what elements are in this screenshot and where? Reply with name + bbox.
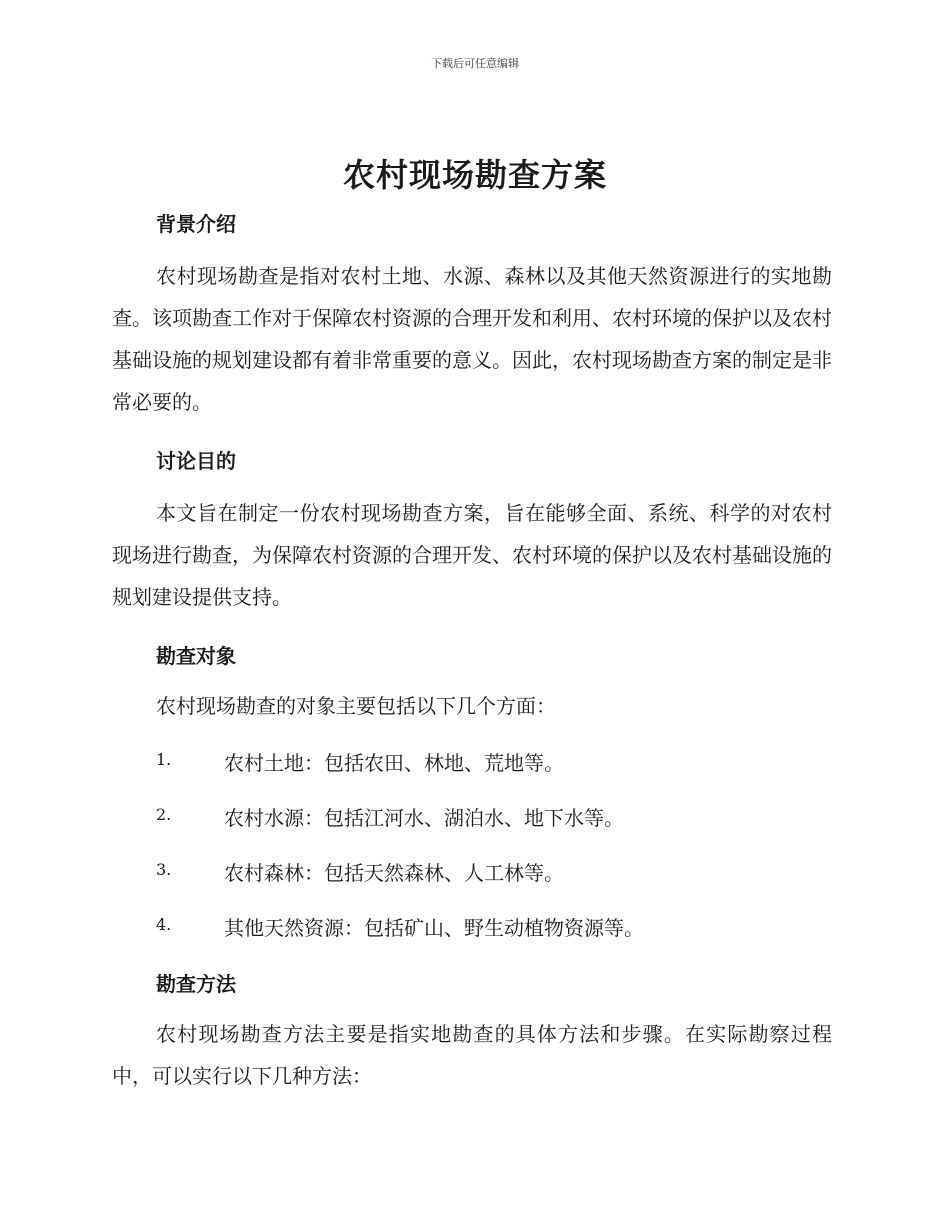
- page-header-note: 下载后可任意编辑: [431, 57, 519, 70]
- document-title: 农村现场勘查方案: [342, 156, 607, 194]
- section-paragraph-purpose: 本文旨在制定一份农村现场勘查方案，旨在能够全面、系统、科学的对农村现场进行勘查，为保障农村资源的合理开发、农村环境的保护以及农村基础设施的规划建设提供支持。: [112, 501, 832, 609]
- list-item-number: 2.: [156, 805, 172, 824]
- section-heading-background: 背景介绍: [156, 212, 236, 236]
- section-heading-methods: 勘查方法: [156, 972, 236, 996]
- list-item-text: 农村森林：包括天然森林、人工林等。: [224, 861, 564, 885]
- list-item-text: 其他天然资源：包括矿山、野生动植物资源等。: [224, 916, 644, 940]
- list-item-number: 4.: [156, 915, 172, 934]
- list-item-number: 1.: [156, 750, 172, 769]
- section-paragraph-methods: 农村现场勘查方法主要是指实地勘查的具体方法和步骤。在实际勘察过程中，可以实行以下几种方法：: [112, 1022, 832, 1088]
- list-item: [156, 747, 836, 777]
- section-intro-objects: 农村现场勘查的对象主要包括以下几个方面：: [156, 694, 556, 718]
- section-heading-purpose: 讨论目的: [156, 449, 236, 473]
- list-item-text: 农村水源：包括江河水、湖泊水、地下水等。: [224, 806, 624, 830]
- list-item: [156, 802, 836, 832]
- section-heading-objects: 勘查对象: [156, 644, 236, 668]
- list-item-number: 3.: [156, 860, 172, 879]
- section-paragraph-background: 农村现场勘查是指对农村土地、水源、森林以及其他天然资源进行的实地勘查。该项勘查工作对于保障农村资源的合理开发和利用、农村环境的保护以及农村基础设施的规划建设都有着非常重要的意义。因此，农村现场勘查方案的制定是非常必要的。: [112, 264, 832, 414]
- list-item: [156, 857, 836, 887]
- list-item: [156, 912, 836, 942]
- list-item-text: 农村土地：包括农田、林地、荒地等。: [224, 751, 564, 775]
